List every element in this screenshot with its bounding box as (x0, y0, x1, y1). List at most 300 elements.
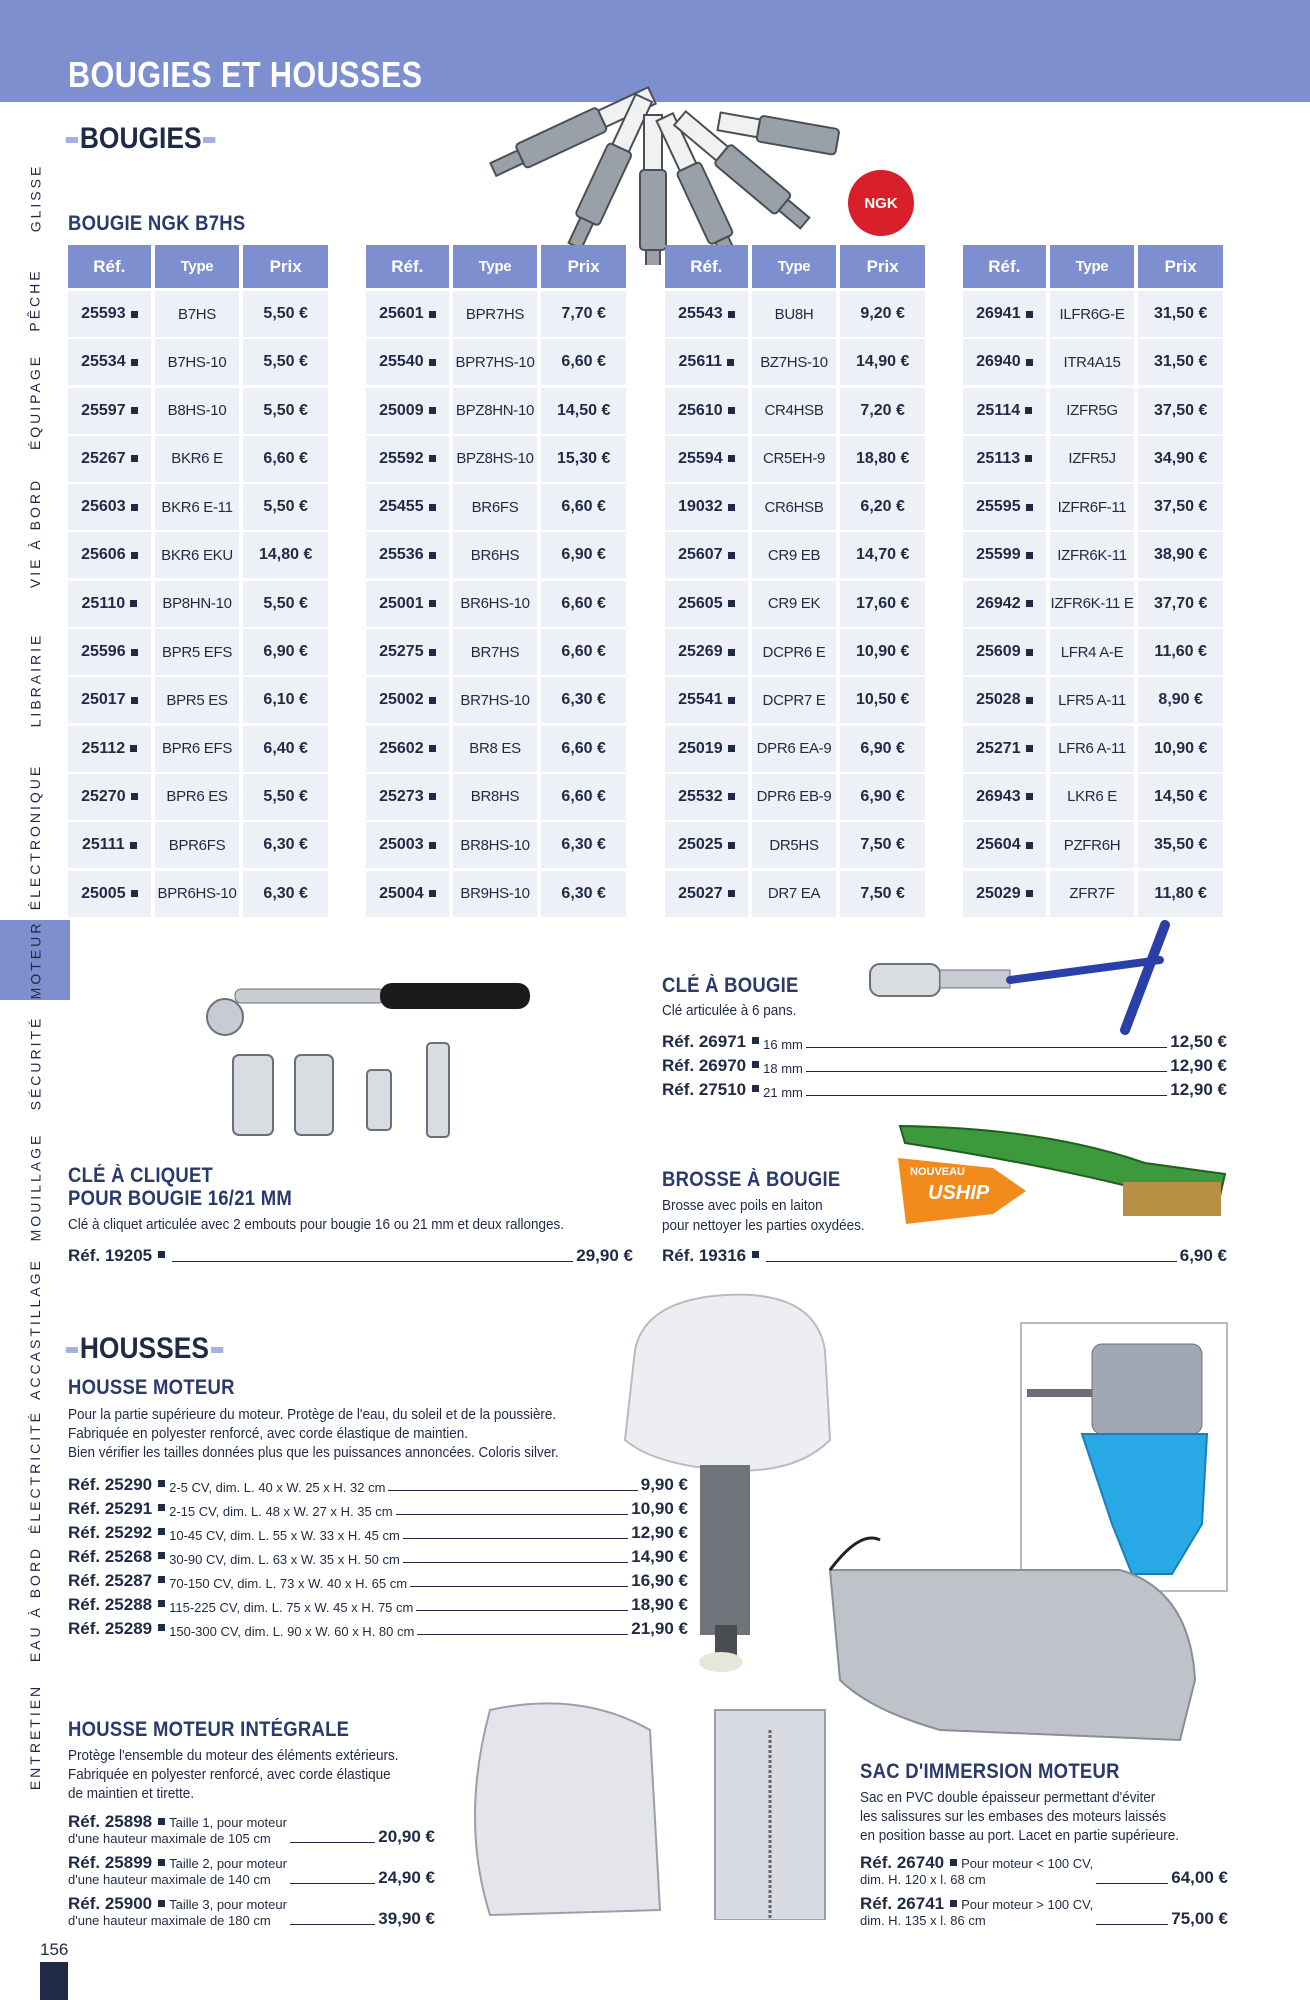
price-cell: 10,50 € (840, 677, 925, 723)
ref-cell: 25113 (963, 436, 1046, 482)
engine-cover-image (615, 1290, 845, 1690)
type-cell: DPR6 EB-9 (752, 774, 837, 820)
column-header: Prix (1138, 245, 1223, 288)
price-cell: 6,60 € (541, 339, 626, 385)
housse-integrale-title: HOUSSE MOTEUR INTÉGRALE (68, 1718, 350, 1741)
leader-dots (403, 1562, 628, 1563)
price-line (860, 1855, 1228, 1888)
spark-plug-table-2 (366, 245, 630, 919)
column-header: Type (453, 245, 538, 288)
page-title: BOUGIES ET HOUSSES (68, 54, 423, 95)
price-cell: 6,40 € (243, 726, 328, 772)
type-cell: BPZ8HN-10 (453, 388, 538, 434)
price-line-text (68, 1814, 287, 1847)
table-row (366, 339, 630, 385)
price-cell: 15,30 € (541, 436, 626, 482)
ref-cell: 26942 (963, 581, 1046, 627)
table-row (963, 339, 1227, 385)
detail-line-2: dim. H. 120 x l. 68 cm (860, 1872, 986, 1887)
type-cell: BR7HS-10 (453, 677, 538, 723)
cle-bougie-title: CLÉ À BOUGIE (662, 974, 799, 997)
housse-moteur-description (68, 1405, 572, 1462)
table-row (366, 871, 630, 917)
price: 20,90 € (378, 1827, 435, 1846)
price-cell: 6,60 € (541, 484, 626, 530)
detail-line-2: d'une hauteur maximale de 105 cm (68, 1831, 271, 1846)
description-line: Bien vérifier les tailles données plus que les puissances annoncées. Coloris silver. (68, 1444, 559, 1461)
ref-cell: 26943 (963, 774, 1046, 820)
table-row (963, 629, 1227, 675)
detail-line-2: d'une hauteur maximale de 180 cm (68, 1913, 271, 1928)
side-nav-item[interactable] (0, 1126, 70, 1248)
price-cell: 31,50 € (1138, 339, 1223, 385)
leader-dots (806, 1047, 1167, 1048)
price-line (68, 1617, 688, 1639)
ref-cell: 25607 (665, 532, 748, 578)
detail-line-1: Pour moteur < 100 CV, (961, 1856, 1094, 1871)
price-cell: 6,30 € (541, 677, 626, 723)
type-cell: LFR4 A-E (1050, 629, 1135, 675)
ref-cell: 25005 (68, 871, 151, 917)
type-cell: BPR7HS-10 (453, 339, 538, 385)
table-row (665, 436, 929, 482)
ref-cell: 25028 (963, 677, 1046, 723)
ref-cell: 25597 (68, 388, 151, 434)
brosse-description-2: pour nettoyer les parties oxydées. (662, 1217, 865, 1234)
type-cell: BR7HS (453, 629, 538, 675)
side-nav-label: ÉLECTRONIQUE (27, 763, 43, 911)
type-cell: IZFR6F-11 (1050, 484, 1135, 530)
price-line-text (860, 1896, 1093, 1929)
description-line: de maintien et tirette. (68, 1785, 195, 1802)
price-cell: 17,60 € (840, 581, 925, 627)
type-cell: BR8HS (453, 774, 538, 820)
sac-title: SAC D'IMMERSION MOTEUR (860, 1760, 1120, 1783)
type-cell: BR6HS (453, 532, 538, 578)
price-cell: 10,90 € (1138, 726, 1223, 772)
table-row (68, 484, 332, 530)
price-cell: 5,50 € (243, 388, 328, 434)
side-nav-label: GLISSE (27, 163, 43, 232)
price-cell: 34,90 € (1138, 436, 1223, 482)
ref-cell: 26940 (963, 339, 1046, 385)
price-line (68, 1497, 688, 1519)
side-nav-item[interactable] (0, 762, 70, 912)
ref-cell: 25595 (963, 484, 1046, 530)
price-line (68, 1855, 435, 1888)
column-header: Type (752, 245, 837, 288)
type-cell: ILFR6G-E (1050, 291, 1135, 337)
cle-bougie-description: Clé articulée à 6 pans. (662, 1002, 797, 1019)
ref-cell: 25603 (68, 484, 151, 530)
table-header (68, 245, 332, 288)
price: 9,90 € (640, 1475, 688, 1494)
ref-cell: 25269 (665, 629, 748, 675)
product-title-ngk: BOUGIE NGK B7HS (68, 212, 246, 235)
cle-cliquet-price-line (68, 1244, 633, 1266)
price-cell: 14,80 € (243, 532, 328, 578)
side-nav-label: EAU À BORD (27, 1545, 44, 1663)
price-cell: 38,90 € (1138, 532, 1223, 578)
column-header: Prix (243, 245, 328, 288)
side-nav-item[interactable] (0, 1409, 70, 1535)
side-nav-item[interactable] (0, 1258, 70, 1400)
full-engine-cover-image (450, 1700, 830, 1920)
section-title-housses: HOUSSES (64, 1332, 225, 1366)
ref-cell: 25543 (665, 291, 748, 337)
side-nav-label: ÉLECTRICITÉ (27, 1409, 44, 1535)
table-row (68, 388, 332, 434)
table-row (366, 436, 630, 482)
ref-label: Réf. 19316 (662, 1246, 763, 1266)
side-nav-item[interactable] (0, 1544, 70, 1664)
cle-cliquet-title-2: POUR BOUGIE 16/21 MM (68, 1187, 293, 1210)
type-cell: BKR6 EKU (155, 532, 240, 578)
price-cell: 7,70 € (541, 291, 626, 337)
price: 12,90 € (1170, 1056, 1227, 1075)
ref-cell: 19032 (665, 484, 748, 530)
type-cell: BR9HS-10 (453, 871, 538, 917)
table-row (665, 291, 929, 337)
price-cell: 6,60 € (541, 629, 626, 675)
price-line (68, 1814, 435, 1847)
table-row (665, 484, 929, 530)
price-cell: 5,50 € (243, 581, 328, 627)
brosse-description-1: Brosse avec poils en laiton (662, 1197, 823, 1214)
side-nav-item[interactable] (0, 1674, 70, 1800)
price-cell: 37,70 € (1138, 581, 1223, 627)
brosse-title: BROSSE À BOUGIE (662, 1168, 841, 1191)
leader-dots (290, 1883, 375, 1884)
column-header: Type (1050, 245, 1135, 288)
price-cell: 5,50 € (243, 484, 328, 530)
ref-cell: 25611 (665, 339, 748, 385)
type-cell: IZFR6K-11 E (1050, 581, 1135, 627)
type-cell: CR5EH-9 (752, 436, 837, 482)
detail-text: 2-5 CV, dim. L. 40 x W. 25 x H. 32 cm (169, 1480, 386, 1495)
ref-cell: 25114 (963, 388, 1046, 434)
price: 75,00 € (1171, 1909, 1228, 1928)
spark-plug-table-4 (963, 245, 1227, 919)
price-cell: 5,50 € (243, 774, 328, 820)
detail-text: 10-45 CV, dim. L. 55 x W. 33 x H. 45 cm (169, 1528, 400, 1543)
price-cell: 6,90 € (840, 774, 925, 820)
price-cell: 11,80 € (1138, 871, 1223, 917)
type-cell: DR7 EA (752, 871, 837, 917)
ref-cell: 25596 (68, 629, 151, 675)
ref-label: Réf. 27510 (662, 1080, 763, 1100)
price: 12,50 € (1170, 1032, 1227, 1051)
type-cell: BKR6 E (155, 436, 240, 482)
price-line (68, 1593, 688, 1615)
side-nav-label: MOUILLAGE (27, 1132, 44, 1242)
detail-line-2: d'une hauteur maximale de 140 cm (68, 1872, 271, 1887)
price-line-text (68, 1896, 287, 1929)
housse-integrale-description (68, 1746, 399, 1803)
price-cell: 5,50 € (243, 339, 328, 385)
price-cell: 6,20 € (840, 484, 925, 530)
table-row (665, 629, 929, 675)
type-cell: BPR6FS (155, 822, 240, 868)
table-row (68, 581, 332, 627)
leader-dots (290, 1842, 375, 1843)
description-line: Protège l'ensemble du moteur des éléments extérieurs. (68, 1747, 399, 1764)
table-row (68, 774, 332, 820)
type-cell: BR8HS-10 (453, 822, 538, 868)
ref-label: Réf. 25268 (68, 1547, 169, 1567)
side-nav-item[interactable] (0, 468, 70, 598)
price: 39,90 € (378, 1909, 435, 1928)
type-cell: LFR6 A-11 (1050, 726, 1135, 772)
price-cell: 6,30 € (243, 871, 328, 917)
description-line: Pour la partie supérieure du moteur. Protège de l'eau, du soleil et de la poussière. (68, 1406, 557, 1423)
table-row (366, 581, 630, 627)
leader-dots (417, 1634, 628, 1635)
ref-label: Réf. 25290 (68, 1475, 169, 1495)
table-row (366, 774, 630, 820)
price-line-text (68, 1855, 287, 1888)
type-cell: BPR6 ES (155, 774, 240, 820)
price: 24,90 € (378, 1868, 435, 1887)
ref-label: Réf. 26741 (860, 1894, 961, 1913)
ref-label: Réf. 25289 (68, 1619, 169, 1639)
page-number-block (40, 1962, 68, 2000)
ref-cell: 25017 (68, 677, 151, 723)
section-title-bougies: BOUGIES (64, 122, 217, 156)
sac-description (860, 1788, 1179, 1845)
ref-label: Réf. 25292 (68, 1523, 169, 1543)
ref-cell: 25267 (68, 436, 151, 482)
ref-cell: 25025 (665, 822, 748, 868)
price-cell: 6,60 € (541, 774, 626, 820)
table-row (665, 388, 929, 434)
table-row (963, 822, 1227, 868)
price: 21,90 € (631, 1619, 688, 1638)
detail-text: 21 mm (763, 1085, 803, 1100)
leader-dots (1096, 1924, 1168, 1925)
leader-dots (766, 1261, 1177, 1262)
table-row (68, 822, 332, 868)
ref-cell: 25455 (366, 484, 449, 530)
side-nav-item[interactable] (0, 260, 70, 340)
column-header: Réf. (366, 245, 449, 288)
column-header: Type (155, 245, 240, 288)
ref-cell: 25275 (366, 629, 449, 675)
page-number: 156 (40, 1940, 69, 1959)
price: 10,90 € (631, 1499, 688, 1518)
ref-label: Réf. 25898 (68, 1812, 169, 1831)
price: 64,00 € (1171, 1868, 1228, 1887)
detail-text: 70-150 CV, dim. L. 73 x W. 40 x H. 65 cm (169, 1576, 408, 1591)
ref-cell: 25004 (366, 871, 449, 917)
detail-line-2: dim. H. 135 x l. 86 cm (860, 1913, 986, 1928)
price-line-text (860, 1855, 1093, 1888)
price-cell: 8,90 € (1138, 677, 1223, 723)
ref-cell: 25110 (68, 581, 151, 627)
ref-cell: 25009 (366, 388, 449, 434)
ref-cell: 25602 (366, 726, 449, 772)
ref-cell: 25001 (366, 581, 449, 627)
leader-dots (806, 1095, 1167, 1096)
type-cell: BZ7HS-10 (752, 339, 837, 385)
table-row (665, 774, 929, 820)
price-cell: 6,10 € (243, 677, 328, 723)
type-cell: BPR6HS-10 (155, 871, 240, 917)
table-row (665, 339, 929, 385)
leader-dots (410, 1586, 628, 1587)
column-header: Prix (840, 245, 925, 288)
price-cell: 6,90 € (541, 532, 626, 578)
price: 14,90 € (631, 1547, 688, 1566)
type-cell: ZFR7F (1050, 871, 1135, 917)
type-cell: DCPR6 E (752, 629, 837, 675)
price: 18,90 € (631, 1595, 688, 1614)
ref-cell: 25027 (665, 871, 748, 917)
spark-plug-table-3 (665, 245, 929, 919)
detail-text: 150-300 CV, dim. L. 90 x W. 60 x H. 80 cm (169, 1624, 415, 1639)
brosse-price-line (662, 1244, 1227, 1266)
ref-cell: 25019 (665, 726, 748, 772)
description-line: les salissures sur les embases des moteurs laissés (860, 1808, 1167, 1825)
table-row (963, 774, 1227, 820)
table-header (963, 245, 1227, 288)
side-nav-label: PÊCHE (26, 268, 43, 332)
price-cell: 11,60 € (1138, 629, 1223, 675)
price-line (860, 1896, 1228, 1929)
description-line: Fabriquée en polyester renforcé, avec corde élastique de maintien. (68, 1425, 468, 1442)
price-cell: 14,70 € (840, 532, 925, 578)
table-row (963, 291, 1227, 337)
cle-cliquet-title-1: CLÉ À CLIQUET (68, 1164, 214, 1187)
price-line (68, 1473, 688, 1495)
ref-cell: 25532 (665, 774, 748, 820)
price: 6,90 € (1179, 1246, 1227, 1265)
ref-label: Réf. 25287 (68, 1571, 169, 1591)
detail-line-1: Taille 2, pour moteur (169, 1856, 287, 1871)
leader-dots (290, 1924, 375, 1925)
price: 12,90 € (631, 1523, 688, 1542)
detail-line-1: Taille 3, pour moteur (169, 1897, 287, 1912)
cle-cliquet-description: Clé à cliquet articulée avec 2 embouts pour bougie 16 ou 21 mm et deux rallonges. (68, 1216, 565, 1233)
price-line (662, 1054, 1227, 1076)
ratchet-wrench-image (195, 975, 535, 1165)
ref-cell: 25601 (366, 291, 449, 337)
ref-cell: 25592 (366, 436, 449, 482)
price-cell: 37,50 € (1138, 388, 1223, 434)
table-row (68, 532, 332, 578)
type-cell: DPR6 EA-9 (752, 726, 837, 772)
side-nav-label: SÉCURITÉ (27, 1015, 44, 1110)
leader-dots (416, 1610, 628, 1611)
type-cell: BU8H (752, 291, 837, 337)
ref-cell: 25002 (366, 677, 449, 723)
side-nav-label: ACCASTILLAGE (27, 1258, 44, 1400)
leader-dots (396, 1514, 629, 1515)
side-nav-item[interactable] (0, 150, 70, 245)
type-cell: CR9 EB (752, 532, 837, 578)
table-row (665, 532, 929, 578)
price-line (68, 1545, 688, 1567)
ref-cell: 25273 (366, 774, 449, 820)
price-line (68, 1569, 688, 1591)
ref-cell: 25606 (68, 532, 151, 578)
column-header: Prix (541, 245, 626, 288)
detail-line-1: Taille 1, pour moteur (169, 1815, 287, 1830)
price-line (662, 1030, 1227, 1052)
side-nav-item[interactable] (0, 348, 70, 456)
price-cell: 14,50 € (541, 388, 626, 434)
type-cell: DR5HS (752, 822, 837, 868)
price-cell: 5,50 € (243, 291, 328, 337)
ref-label: Réf. 26740 (860, 1853, 961, 1872)
type-cell: IZFR6K-11 (1050, 532, 1135, 578)
ref-cell: 25029 (963, 871, 1046, 917)
table-row (963, 436, 1227, 482)
type-cell: CR6HSB (752, 484, 837, 530)
ref-label: Réf. 25899 (68, 1853, 169, 1872)
table-row (68, 291, 332, 337)
ref-cell: 25599 (963, 532, 1046, 578)
description-line: Sac en PVC double épaisseur permettant d'éviter (860, 1789, 1156, 1806)
type-cell: BP8HN-10 (155, 581, 240, 627)
type-cell: IZFR5J (1050, 436, 1135, 482)
side-nav-item[interactable] (0, 610, 70, 750)
description-line: Fabriquée en polyester renforcé, avec corde élastique (68, 1766, 391, 1783)
leader-dots (172, 1261, 573, 1262)
side-nav-item[interactable] (0, 1010, 70, 1115)
table-row (366, 726, 630, 772)
leader-dots (806, 1071, 1167, 1072)
table-row (366, 484, 630, 530)
side-nav-label: VIE À BORD (27, 477, 44, 589)
ref-label: Réf. 25288 (68, 1595, 169, 1615)
side-nav-label: ENTRETIEN (27, 1683, 43, 1791)
detail-text: 115-225 CV, dim. L. 75 x W. 45 x H. 75 cm (169, 1600, 414, 1615)
price-cell: 6,30 € (243, 822, 328, 868)
column-header: Réf. (665, 245, 748, 288)
leader-dots (388, 1490, 637, 1491)
price-cell: 6,60 € (541, 581, 626, 627)
table-row (366, 629, 630, 675)
table-row (366, 822, 630, 868)
side-nav-label: LIBRAIRIE (27, 632, 44, 728)
ref-label: Réf. 25291 (68, 1499, 169, 1519)
table-row (68, 436, 332, 482)
table-row (963, 871, 1227, 917)
table-row (68, 629, 332, 675)
type-cell: B7HS (155, 291, 240, 337)
ref-cell: 25540 (366, 339, 449, 385)
column-header: Réf. (963, 245, 1046, 288)
ref-cell: 25610 (665, 388, 748, 434)
price-cell: 9,20 € (840, 291, 925, 337)
price: 29,90 € (576, 1246, 633, 1265)
type-cell: LKR6 E (1050, 774, 1135, 820)
table-row (68, 677, 332, 723)
ref-cell: 25605 (665, 581, 748, 627)
price-cell: 7,50 € (840, 822, 925, 868)
side-nav-item[interactable] (0, 920, 70, 1000)
detail-line-1: Pour moteur > 100 CV, (961, 1897, 1094, 1912)
table-row (68, 339, 332, 385)
price-cell: 14,90 € (840, 339, 925, 385)
table-row (963, 726, 1227, 772)
nouveau-badge (898, 1158, 1028, 1224)
side-nav (0, 150, 70, 1900)
price-line (68, 1896, 435, 1929)
table-row (68, 726, 332, 772)
table-row (963, 484, 1227, 530)
